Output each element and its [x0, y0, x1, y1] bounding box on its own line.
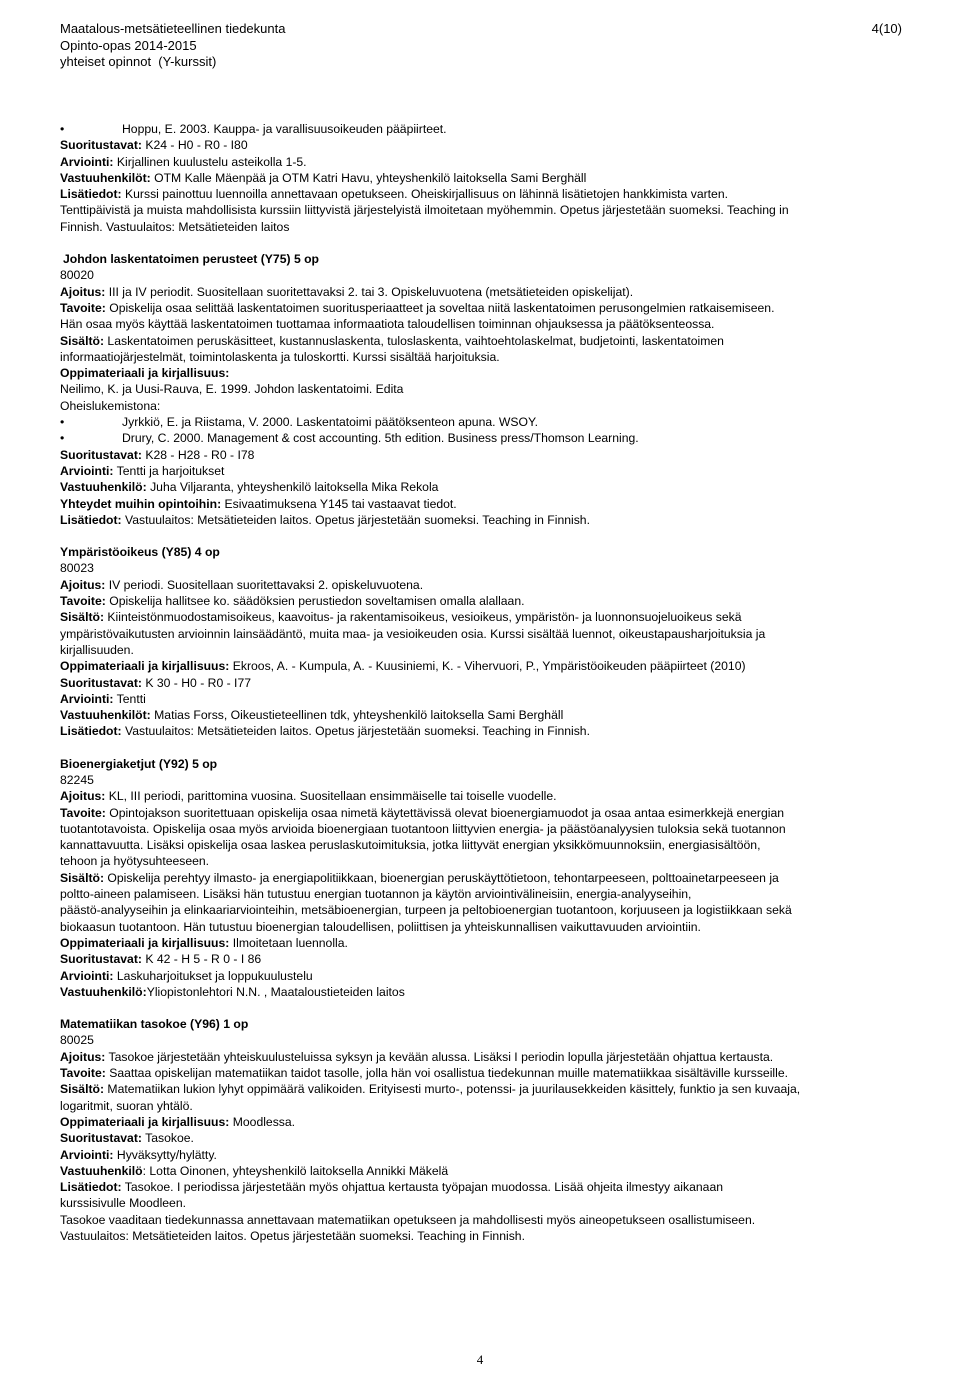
text-line: tuotantotavoista. Opiskelija osaa myös arvioida bioenergiaan tuotantoon liittyvien energia- ja päästöanalyysien tuloksia sekä tuotannon — [60, 821, 786, 836]
field-vastuuhenkilo: Vastuuhenkilö: Juha Viljaranta, yhteyshenkilö laitoksella Mika Rekola — [60, 480, 439, 495]
text-line: Vastuulaitos: Metsätieteiden laitos. Opetus järjestetään suomeksi. Teaching in Finnish. — [60, 1229, 525, 1243]
field-ajoitus: Ajoitus: III ja IV periodit. Suositellaan suoritettavaksi 2. tai 3. Opiskeluvuotena (metsätieteiden opiskelijat). — [60, 284, 634, 299]
guide-title: Opinto-opas 2014-2015 — [60, 37, 197, 53]
bullet-icon: • — [60, 415, 65, 430]
field-arviointi: Arviointi: Tentti — [60, 691, 146, 706]
text-line: Tenttipäivistä ja muista mahdollisista kurssiin liittyvistä järjestelyistä ilmoitetaan myöhemmin. Opetus järjestetään suomeksi. Teaching in — [60, 203, 789, 218]
field-tavoite: Tavoite: Opiskelija hallitsee ko. säädöksien perustiedon soveltamisen omalla alallaan. — [60, 594, 525, 609]
text-line: Hän osaa myös käyttää laskentatoimen tuottamaa informaatiota taloudellisen toiminnan ohjauksessa ja päätöksenteossa. — [60, 317, 715, 332]
oheislukemistona-label: Oheislukemistona: — [60, 398, 161, 413]
field-lisatiedot: Lisätiedot: Vastuulaitos: Metsätieteiden laitos. Opetus järjestetään suomeksi. Teaching in Finnish. — [60, 724, 590, 739]
field-sisalto: Sisältö: Matematiikan lukion lyhyt oppimäärä valikoiden. Erityisesti murto-, potenssi- ja juurilausekkeiden käsittely, funktio ja sen kuvaaja, — [60, 1082, 801, 1097]
course-code: 82245 — [60, 772, 94, 787]
field-arviointi: Arviointi: Hyväksytty/hylätty. — [60, 1147, 217, 1162]
field-vastuuhenkilo: Vastuuhenkilö:Yliopistonlehtori N.N. , Maataloustieteiden laitos — [60, 984, 405, 999]
text-line: kannattavuutta. Lisäksi opiskelija osaa laskea peruslaskutoimituksia, jotka liittyvät energian yksikkömuunnoksiin, energiasisältöön, — [60, 838, 761, 853]
faculty-name: Maatalous-metsätieteellinen tiedekunta — [60, 21, 286, 36]
text-line: poltto-aineen palamiseen. Lisäksi hän tutustuu energian tuotannon ja käytön arviointivälineisiin, energia-analyyseihin, — [60, 887, 692, 902]
field-tavoite: Tavoite: Opiskelija osaa selittää laskentatoimen suoritusperiaatteet ja soveltaa niitä laskentatoimen perusongelmien ratkaisemiseen. — [60, 300, 775, 315]
course-code: 80020 — [60, 268, 94, 283]
field-oppimateriaali: Oppimateriaali ja kirjallisuus: Ekroos, A. - Kumpula, A. - Kuusiniemi, K. - Vihervuori, P., Ympäristöoikeuden pääpiirteet (2010) — [60, 659, 746, 674]
text-line: informaatiojärjestelmät, toimintolaskenta ja tuloskortti. Kurssi sisältää harjoituksia. — [60, 349, 500, 364]
course-title: Bioenergiaketjut (Y92) 5 op — [60, 756, 218, 771]
field-suoritustavat: Suoritustavat: K28 - H28 - R0 - I78 — [60, 447, 255, 462]
text-line: Finnish. Vastuulaitos: Metsätieteiden laitos — [60, 219, 290, 234]
field-vastuuhenkilot: Vastuuhenkilöt: OTM Kalle Mäenpää ja OTM Katri Havu, yhteyshenkilö laitoksella Sami Berghäll — [60, 170, 587, 185]
field-suoritustavat: Suoritustavat: Tasokoe. — [60, 1131, 194, 1146]
bullet-icon: • — [60, 431, 65, 446]
text-line: kurssisivulle Moodleen. — [60, 1196, 186, 1211]
list-item: • Hoppu, E. 2003. Kauppa- ja varallisuusoikeuden pääpiirteet. — [60, 122, 447, 136]
text-line: logaritmit, suoran yhtälö. — [60, 1098, 193, 1113]
field-tavoite: Tavoite: Saattaa opiskelijan matematiikan taidot tasolle, jolla hän voi osallistua tiedekunnan muille matematiikkaa sisältäville kursseille. — [60, 1066, 789, 1081]
field-suoritustavat: Suoritustavat: K 42 - H 5 - R 0 - I 86 — [60, 952, 262, 967]
list-item: • Jyrkkiö, E. ja Riistama, V. 2000. Laskentatoimi päätöksenteon apuna. WSOY. — [60, 415, 538, 430]
page-header — [60, 21, 285, 71]
text-line: päästö-analyyseihin ja elinkaariarviointeihin, metsäbioenergian, turpeen ja peltobioenergian tuotantoon, korjuuseen ja logistiikkaan sekä — [60, 903, 792, 918]
field-suoritustavat: Suoritustavat: K24 - H0 - R0 - I80 — [60, 138, 248, 153]
field-arviointi: Arviointi: Tentti ja harjoitukset — [60, 463, 225, 478]
field-suoritustavat: Suoritustavat: K 30 - H0 - R0 - I77 — [60, 675, 252, 690]
field-ajoitus: Ajoitus: KL, III periodi, parittomina vuosina. Suositellaan ensimmäiselle tai toiselle vuodelle. — [60, 789, 557, 804]
field-sisalto: Sisältö: Opiskelija perehtyy ilmasto- ja energiapolitiikkaan, bioenergian peruskäyttötietoon, tehontarpeeseen, polttoainetarpeeseen ja — [60, 870, 779, 885]
course-code: 80023 — [60, 561, 94, 576]
field-tavoite: Tavoite: Opintojakson suoritettuaan opiskelija osaa nimetä käytettävissä olevat bioenergiamuodot ja osaa antaa esimerkkejä energian — [60, 805, 784, 820]
course-code: 80025 — [60, 1033, 94, 1048]
field-sisalto: Sisältö: Kiinteistönmuodostamisoikeus, kaavoitus- ja rakentamisoikeus, vesioikeus, ympäristön- ja luonnonsuojeluoikeus sekä — [60, 610, 742, 625]
field-vastuuhenkilo: Vastuuhenkilö: Lotta Oinonen, yhteyshenkilö laitoksella Annikki Mäkelä — [60, 1163, 449, 1178]
field-oppimateriaali: Oppimateriaali ja kirjallisuus: Moodlessa. — [60, 1114, 296, 1129]
field-oppimateriaali: Oppimateriaali ja kirjallisuus: Ilmoitetaan luennolla. — [60, 935, 348, 950]
field-sisalto: Sisältö: Laskentatoimen peruskäsitteet, kustannuslaskenta, tuloslaskenta, vaihtoehtolaskelmat, budjetointi, laskentatoimen — [60, 333, 724, 348]
text-line: ympäristövaikutusten arvioinnin lainsäädäntö, muita maa- ja vesioikeuden osia. Kurssi sisältää luennot, oikeustapausharjoituksia ja — [60, 626, 766, 641]
header-page-number: 4(10) — [871, 21, 902, 36]
field-oppimateriaali-label: Oppimateriaali ja kirjallisuus: — [60, 366, 230, 381]
text-line: biokaasun tuotantoon. Hän tutustuu bioenergian taloudellisen, poliittisen ja yhteiskunnallisen vaikuttavuuden arviointiin. — [60, 919, 701, 934]
bullet-icon: • — [60, 122, 65, 136]
field-oppimateriaali: Neilimo, K. ja Uusi-Rauva, E. 1999. Johdon laskentatoimi. Edita — [60, 382, 404, 397]
course-title: Johdon laskentatoimen perusteet (Y75) 5 op — [63, 252, 319, 267]
field-ajoitus: Ajoitus: IV periodi. Suositellaan suoritettavaksi 2. opiskeluvuotena. — [60, 577, 424, 592]
field-ajoitus: Ajoitus: Tasokoe järjestetään yhteiskuulusteluissa syksyn ja kevään alussa. Lisäksi I periodin lopulla järjestetään ohjattua kertausta. — [60, 1049, 774, 1064]
section-name: yhteiset opinnot (Y-kurssit) — [60, 54, 217, 69]
field-lisatiedot: Lisätiedot: Vastuulaitos: Metsätieteiden laitos. Opetus järjestetään suomeksi. Teaching in Finnish. — [60, 512, 590, 527]
course-title: Ympäristöoikeus (Y85) 4 op — [60, 545, 220, 560]
text-line: Tasokoe vaaditaan tiedekunnassa annettavaan matematiikan opetukseen ja mahdollisesti myös aineopetukseen osallistumiseen. — [60, 1212, 756, 1227]
field-vastuuhenkilot: Vastuuhenkilöt: Matias Forss, Oikeustieteellinen tdk, yhteyshenkilö laitoksella Sami Berghäll — [60, 708, 564, 723]
field-lisatiedot: Lisätiedot: Kurssi painottuu luennoilla annettavaan opetukseen. Oheiskirjallisuus on lähinnä lisätietojen hankkimista varten. — [60, 187, 728, 202]
text-line: tehoon ja hyötysuhteeseen. — [60, 854, 210, 869]
field-arviointi: Arviointi: Laskuharjoitukset ja loppukuulustelu — [60, 968, 313, 983]
course-title: Matematiikan tasokoe (Y96) 1 op — [60, 1017, 249, 1032]
footer-page-number: 4 — [476, 1352, 484, 1367]
field-arviointi: Arviointi: Kirjallinen kuulustelu asteikolla 1-5. — [60, 154, 307, 169]
list-item: • Drury, C. 2000. Management & cost accounting. 5th edition. Business press/Thomson Learning. — [60, 431, 639, 446]
field-lisatiedot: Lisätiedot: Tasokoe. I periodissa järjestetään myös ohjattua kertausta työpajan muodossa. Lisää ohjeita ilmestyy aikanaan — [60, 1180, 723, 1195]
field-yhteydet: Yhteydet muihin opintoihin: Esivaatimuksena Y145 tai vastaavat tiedot. — [60, 496, 457, 511]
text-line: kirjallisuuden. — [60, 642, 134, 657]
document-body — [60, 121, 910, 1244]
